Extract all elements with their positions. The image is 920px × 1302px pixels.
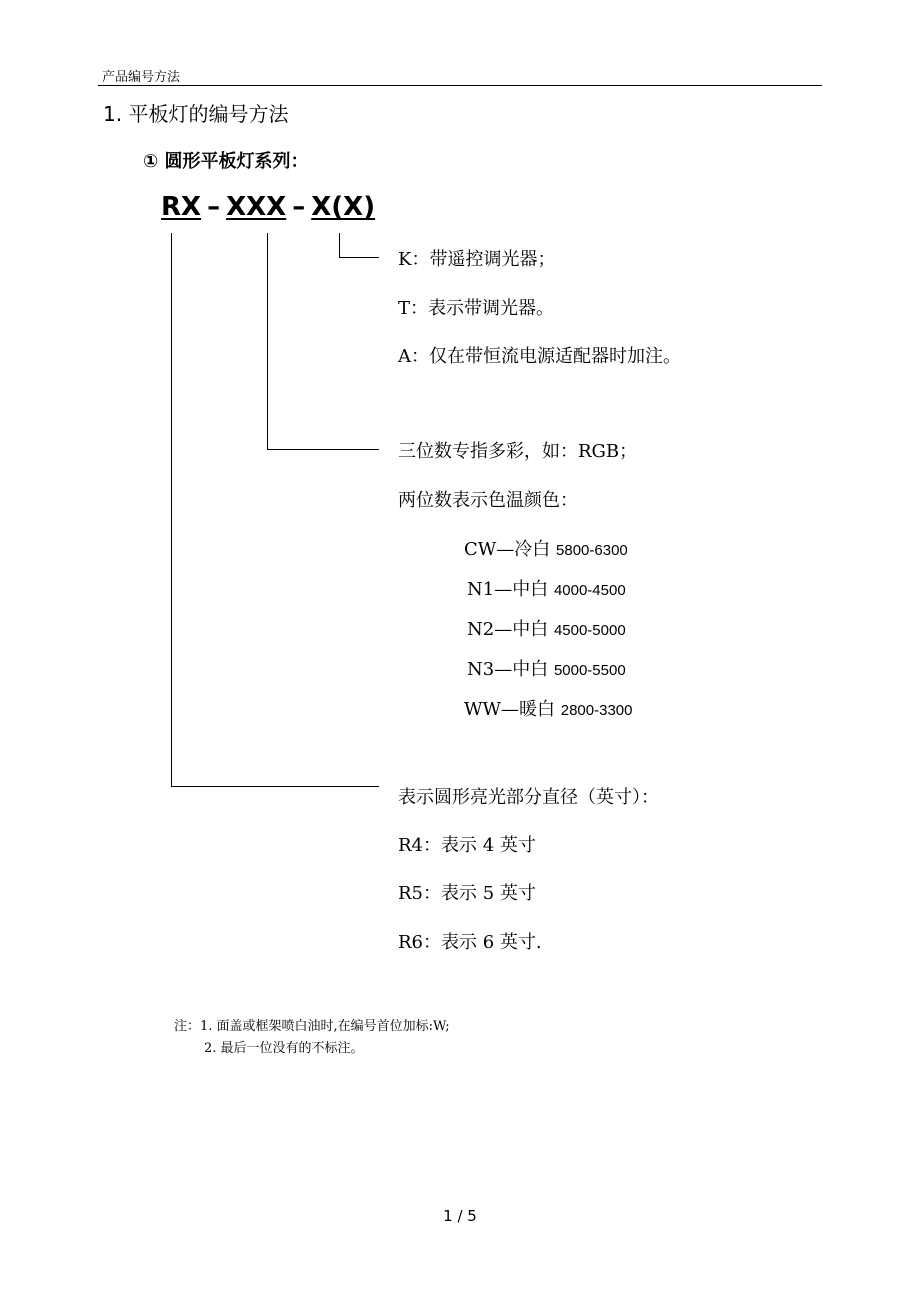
color-temp-item [467, 655, 626, 681]
color-temp-range: 4500-5000 [553, 622, 626, 639]
code-dash: – [207, 192, 221, 222]
code-part-color: XXX [226, 192, 287, 222]
size-item-r4: R4：表示 4 英寸 [398, 835, 536, 856]
suffix-option-k: K：带遥控调光器； [398, 249, 556, 270]
subsection-title: ① 圆形平板灯系列： [143, 151, 309, 172]
notes [174, 1016, 450, 1060]
code-format [161, 192, 375, 222]
size-section-title: 表示圆形亮光部分直径（英寸）： [398, 787, 659, 808]
suffix-option-a: A：仅在带恒流电源适配器时加注。 [398, 346, 681, 367]
color-temp-item [467, 575, 626, 601]
connector-color-horizontal [267, 449, 379, 450]
color-temp-code: N2—中白 [467, 619, 549, 640]
size-item-r5: R5：表示 5 英寸 [398, 883, 536, 904]
page-number: 1 / 5 [443, 1207, 477, 1225]
code-dash: – [292, 192, 306, 222]
color-temp-item [467, 615, 626, 641]
color-temp-code: N3—中白 [467, 659, 549, 680]
connector-suffix-horizontal [339, 257, 379, 258]
color-temp-item [464, 535, 628, 561]
suffix-option-t: T：表示带调光器。 [398, 298, 555, 319]
note-line-1: 注：1. 面盖或框架喷白油时,在编号首位加标:W; [174, 1019, 450, 1034]
connector-color-vertical [267, 233, 268, 449]
code-part-series: RX [161, 192, 202, 222]
note-line-2: 2. 最后一位没有的不标注。 [204, 1041, 364, 1056]
color-temp-range: 2800-3300 [560, 702, 633, 719]
connector-size-horizontal [171, 786, 379, 787]
color-three-digit-desc: 三位数专指多彩，如：RGB； [398, 441, 638, 462]
color-temp-item [464, 695, 632, 721]
page-header: 产品编号方法 [102, 70, 181, 85]
header-divider [98, 85, 822, 86]
color-temp-range: 4000-4500 [553, 582, 626, 599]
size-item-r6: R6：表示 6 英寸. [398, 932, 542, 953]
color-two-digit-desc: 两位数表示色温颜色： [398, 490, 578, 511]
connector-size-vertical [171, 233, 172, 786]
color-temp-code: WW—暖白 [464, 699, 556, 720]
connector-suffix-vertical [339, 233, 340, 257]
code-part-suffix: X(X) [311, 192, 376, 222]
color-temp-range: 5000-5500 [553, 662, 626, 679]
section-title: 1. 平板灯的编号方法 [103, 102, 289, 126]
color-temp-range: 5800-6300 [556, 542, 628, 559]
color-temp-code: N1—中白 [467, 579, 549, 600]
color-temp-code: CW—冷白 [464, 539, 551, 560]
